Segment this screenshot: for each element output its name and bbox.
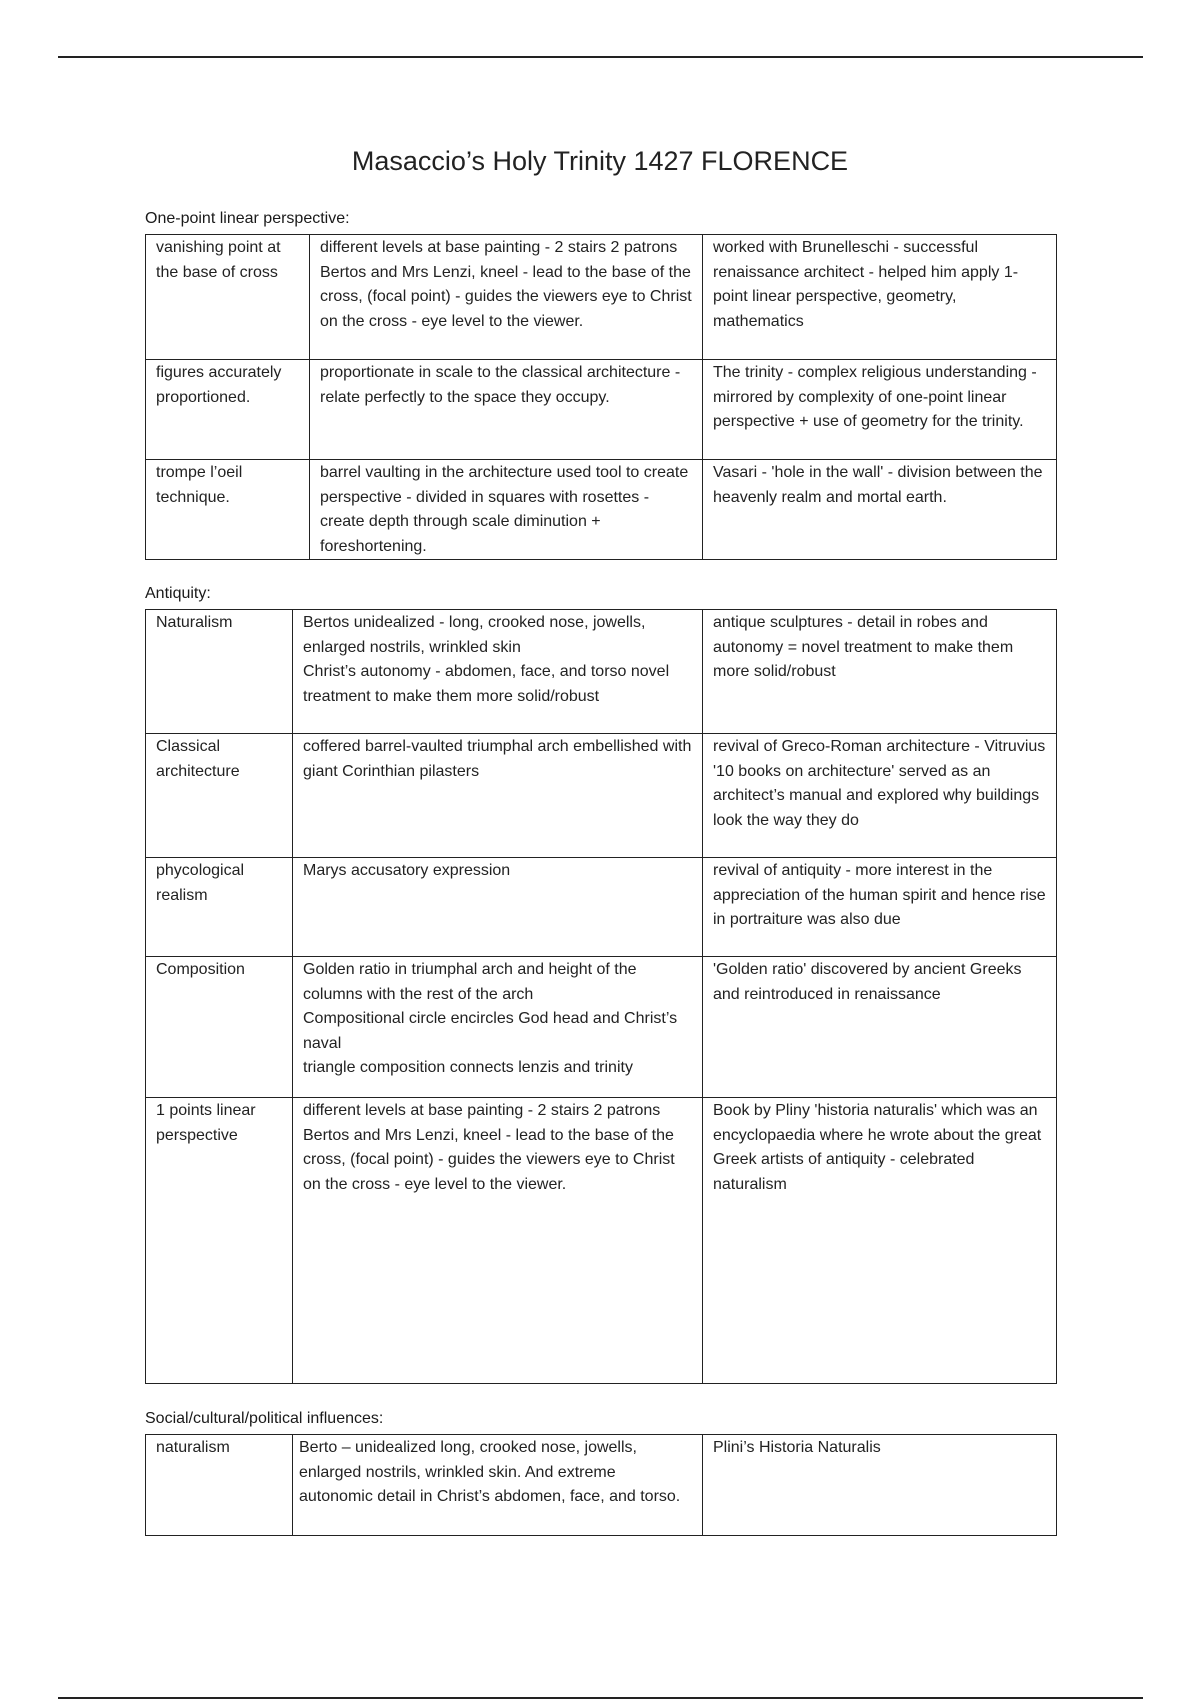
table-cell: Composition	[146, 957, 293, 1098]
table-cell: different levels at base painting - 2 stairs 2 patrons Bertos and Mrs Lenzi, kneel - lead to the base of the cross, (focal point) - guides the viewers eye to Christ on the cross - eye level to the viewer.	[293, 1098, 703, 1384]
table-cell: different levels at base painting - 2 stairs 2 patrons Bertos and Mrs Lenzi, kneel - lead to the base of the cross, (focal point) - guides the viewers eye to Christ on the cross - eye level to the viewer.	[310, 235, 703, 360]
table-cell: revival of Greco-Roman architecture - Vitruvius '10 books on architecture' served as an architect’s manual and explored why buildings look the way they do	[703, 734, 1057, 858]
perspective-table	[145, 234, 1057, 560]
table-cell: trompe l’oeil technique.	[146, 460, 310, 560]
top-rule	[58, 56, 1143, 58]
antiquity-table	[145, 609, 1057, 1384]
table-row	[146, 235, 1057, 360]
table-cell: worked with Brunelleschi - successful renaissance architect - helped him apply 1-point linear perspective, geometry, mathematics	[703, 235, 1057, 360]
table-row	[146, 734, 1057, 858]
page-title: Masaccio’s Holy Trinity 1427 FLORENCE	[351, 146, 849, 176]
bottom-rule	[58, 1697, 1143, 1699]
table-row	[146, 610, 1057, 734]
table-cell: Plini’s Historia Naturalis	[703, 1435, 1057, 1536]
table-cell: Naturalism	[146, 610, 293, 734]
table-cell: Marys accusatory expression	[293, 858, 703, 957]
table-cell: Vasari - 'hole in the wall' - division between the heavenly realm and mortal earth.	[703, 460, 1057, 560]
table-cell: phycological realism	[146, 858, 293, 957]
table-cell: 'Golden ratio' discovered by ancient Greeks and reintroduced in renaissance	[703, 957, 1057, 1098]
table-cell: vanishing point at the base of cross	[146, 235, 310, 360]
section-heading-antiquity: Antiquity:	[145, 585, 211, 602]
section-heading-social: Social/cultural/political influences:	[145, 1410, 384, 1427]
table-cell: Book by Pliny 'historia naturalis' which was an encyclopaedia where he wrote about the great Greek artists of antiquity - celebrated naturalism	[703, 1098, 1057, 1384]
table-row	[146, 1435, 1057, 1536]
social-table	[145, 1434, 1057, 1536]
table-cell: proportionate in scale to the classical architecture - relate perfectly to the space they occupy.	[310, 360, 703, 460]
table-row	[146, 957, 1057, 1098]
table-row	[146, 360, 1057, 460]
table-cell: revival of antiquity - more interest in the appreciation of the human spirit and hence rise in portraiture was also due	[703, 858, 1057, 957]
table-cell: antique sculptures - detail in robes and autonomy = novel treatment to make them more solid/robust	[703, 610, 1057, 734]
table-cell: Berto – unidealized long, crooked nose, jowells, enlarged nostrils, wrinkled skin. And extreme autonomic detail in Christ’s abdomen, face, and torso.	[293, 1435, 703, 1536]
table-cell: Golden ratio in triumphal arch and height of the columns with the rest of the arch Compositional circle encircles God head and Christ’s naval triangle composition connects lenzis and trinity	[293, 957, 703, 1098]
table-cell: Bertos unidealized - long, crooked nose, jowells, enlarged nostrils, wrinkled skin Christ’s autonomy - abdomen, face, and torso novel treatment to make them more solid/robust	[293, 610, 703, 734]
table-cell: Classical architecture	[146, 734, 293, 858]
table-cell: naturalism	[146, 1435, 293, 1536]
table-cell: coffered barrel-vaulted triumphal arch embellished with giant Corinthian pilasters	[293, 734, 703, 858]
table-cell: 1 points linear perspective	[146, 1098, 293, 1384]
table-row	[146, 858, 1057, 957]
table-cell: The trinity - complex religious understanding - mirrored by complexity of one-point linear perspective + use of geometry for the trinity.	[703, 360, 1057, 460]
table-row	[146, 1098, 1057, 1384]
section-heading-perspective: One-point linear perspective:	[145, 210, 350, 227]
table-cell: figures accurately proportioned.	[146, 360, 310, 460]
table-row	[146, 460, 1057, 560]
table-cell: barrel vaulting in the architecture used tool to create perspective - divided in squares with rosettes -create depth through scale diminution + foreshortening.	[310, 460, 703, 560]
